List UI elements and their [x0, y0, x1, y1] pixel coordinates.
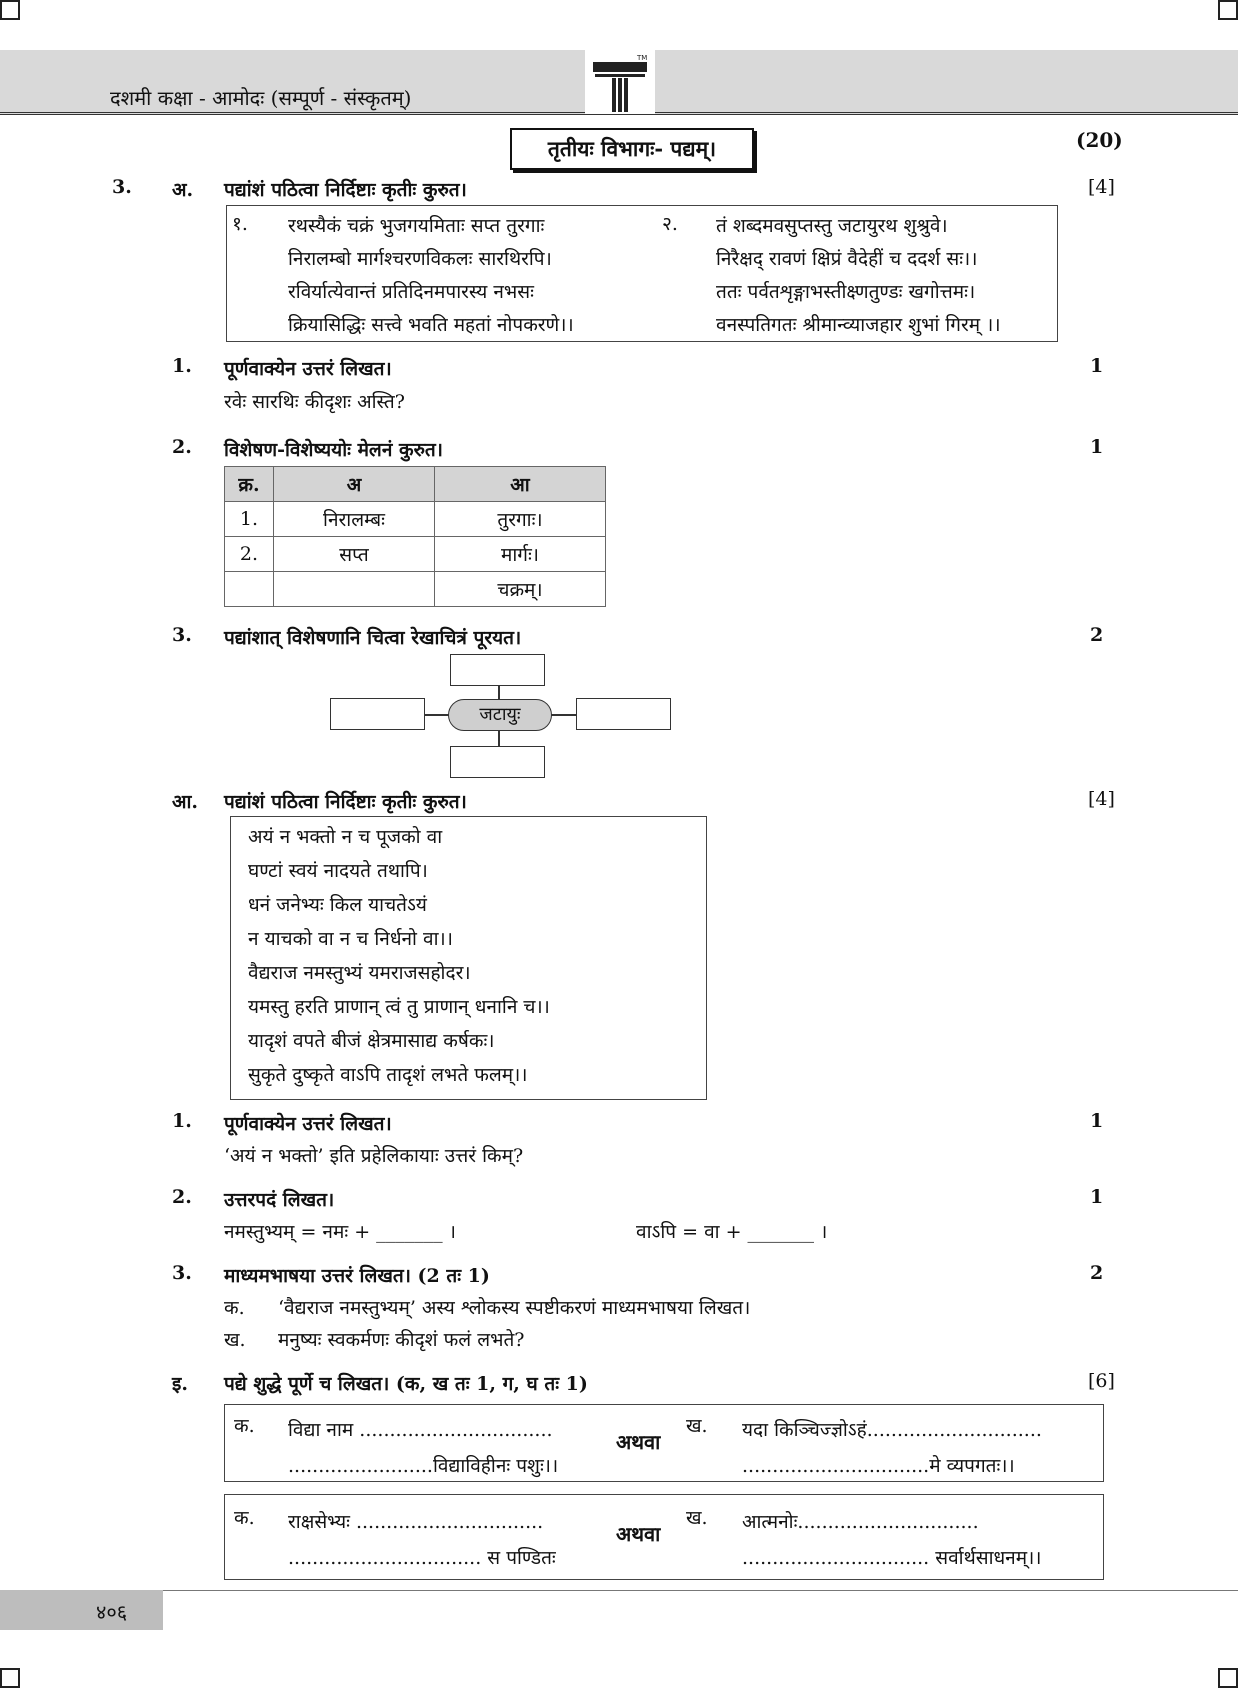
fill-blank: वाऽपि = वा + _______ । — [636, 1221, 828, 1243]
item-title: पूर्णवाक्येन उत्तरं लिखत। — [224, 1113, 392, 1135]
answer-box[interactable] — [450, 746, 545, 778]
table-cell: तुरगाः। — [435, 502, 606, 537]
item-question: ‘अयं न भक्तो’ इति प्रहेलिकायाः उत्तरं किम्? — [224, 1145, 524, 1167]
marks: [4] — [1088, 176, 1115, 198]
item-title: पूर्णवाक्येन उत्तरं लिखत। — [224, 358, 392, 380]
trademark: TM — [637, 54, 648, 62]
item-number: 3. — [172, 624, 192, 646]
table-row — [225, 537, 606, 572]
crop-mark — [0, 0, 20, 20]
sub-label: आ. — [172, 791, 199, 813]
verse-lines — [248, 820, 550, 1092]
verse-fill-line: यदा किञ्चिज्ज्ञोऽहं............................. — [742, 1419, 1042, 1441]
table-cell: निरालम्बः — [274, 502, 435, 537]
option-label: ख. — [224, 1329, 246, 1351]
crop-mark — [1218, 1668, 1238, 1688]
table-row — [225, 502, 606, 537]
verse-line: अयं न भक्तो न च पूजको वा — [248, 826, 443, 848]
verse-fill-line: ...............................मे व्यपगतः।। — [742, 1455, 1015, 1477]
item-number: 2. — [172, 1186, 192, 1208]
table-cell: 1. — [225, 502, 274, 537]
verse-line: वैद्यराज नमस्तुभ्यं यमराजसहोदर। — [248, 962, 471, 984]
option-label: क. — [224, 1297, 245, 1319]
verse-fill-line: विद्या नाम ................................ — [288, 1419, 553, 1441]
page-number: ४०६ — [96, 1600, 128, 1624]
fill-blank: नमस्तुभ्यम् = नमः + _______ । — [224, 1221, 456, 1243]
crop-mark — [0, 1668, 20, 1688]
publisher-logo — [585, 48, 655, 114]
item-marks: 2 — [1090, 1262, 1104, 1284]
option-lines — [742, 1504, 1042, 1576]
footer-rule — [0, 1590, 1238, 1591]
verse-number: १. — [232, 213, 248, 235]
item-number: 1. — [172, 1110, 192, 1132]
item-marks: 1 — [1090, 1110, 1104, 1132]
item-marks: 2 — [1090, 624, 1104, 646]
item-title: विशेषण-विशेष्ययोः मेलनं कुरुत। — [224, 439, 443, 461]
item-marks: 1 — [1090, 436, 1104, 458]
instruction: पद्यांशं पठित्वा निर्दिष्टाः कृतीः कुरुत। — [224, 791, 467, 813]
verse-line: रथस्यैकं चक्रं भुजगयमिताः सप्त तुरगाः — [288, 215, 545, 237]
verse-line: सुकृते दुष्कृते वाऽपि तादृशं लभते फलम्।। — [248, 1064, 528, 1086]
verse-number: २. — [662, 213, 678, 235]
sub-label: अ. — [172, 179, 194, 201]
table-header: आ — [435, 467, 606, 502]
item-marks: 1 — [1090, 355, 1104, 377]
table-row — [225, 572, 606, 607]
verse-line: तं शब्दमवसुप्तस्तु जटायुरथ शुश्रुवे। — [716, 215, 948, 237]
option-label: क. — [234, 1507, 255, 1529]
option-text: मनुष्यः स्वकर्मणः कीदृशं फलं लभते? — [278, 1329, 525, 1351]
verse-fill-line: ................................ स पण्डितः — [288, 1547, 556, 1569]
option-text: ‘वैद्यराज नमस्तुभ्यम्’ अस्य श्लोकस्य स्पष्टीकरणं माध्यमभाषया लिखत। — [278, 1297, 751, 1319]
verse-line: ततः पर्वतशृङ्गाभस्तीक्ष्णतुण्डः खगोत्तमः। — [716, 281, 976, 303]
item-title: उत्तरपदं लिखत। — [224, 1189, 335, 1211]
option-label: ख. — [686, 1415, 708, 1437]
item-title: पद्यांशात् विशेषणानि चित्वा रेखाचित्रं पूरयत। — [224, 627, 522, 649]
verse-fill-line: ............................... सर्वार्थसाधनम्।। — [742, 1547, 1042, 1569]
answer-box[interactable] — [450, 654, 545, 686]
table-cell: 2. — [225, 537, 274, 572]
verse-fill-line: ........................विद्याविहीनः पशुः।। — [288, 1455, 559, 1477]
option-lines — [742, 1412, 1042, 1484]
section-title: तृतीयः विभागः- पद्यम्। — [510, 128, 754, 170]
marks: [4] — [1088, 788, 1115, 810]
verse-2 — [716, 210, 1001, 342]
item-question: रवेः सारथिः कीदृशः अस्ति? — [224, 391, 405, 413]
verse-fill-line: आत्मनोः.............................. — [742, 1511, 979, 1533]
option-lines — [288, 1412, 558, 1484]
table-cell: चक्रम्। — [435, 572, 606, 607]
verse-line: धनं जनेभ्यः किल याचतेऽयं — [248, 894, 427, 916]
instruction: पद्ये शुद्धे पूर्णे च लिखत। (क, ख तः 1, ग, घ तः 1) — [224, 1373, 588, 1395]
verse-line: न याचको वा न च निर्धनो वा।। — [248, 928, 453, 950]
crop-mark — [1218, 0, 1238, 20]
option-label: क. — [234, 1415, 255, 1437]
verse-line: यमस्तु हरति प्राणान् त्वं तु प्राणान् धनानि च।। — [248, 996, 550, 1018]
table-header: क्र. — [225, 467, 274, 502]
diagram-center: जटायुः — [448, 699, 552, 731]
or-label: अथवा — [616, 1522, 661, 1546]
table-header: अ — [274, 467, 435, 502]
item-marks: 1 — [1090, 1186, 1104, 1208]
match-table — [224, 466, 606, 607]
option-label: ख. — [686, 1507, 708, 1529]
question-number: 3. — [112, 176, 132, 198]
verse-fill-line: राक्षसेभ्यः ............................... — [288, 1511, 544, 1533]
table-cell: मार्गः। — [435, 537, 606, 572]
or-label: अथवा — [616, 1430, 661, 1454]
instruction: पद्यांशं पठित्वा निर्दिष्टाः कृतीः कुरुत। — [224, 179, 467, 201]
table-cell — [225, 572, 274, 607]
verse-line: यादृशं वपते बीजं क्षेत्रमासाद्य कर्षकः। — [248, 1030, 495, 1052]
table-cell: सप्त — [274, 537, 435, 572]
answer-box[interactable] — [330, 698, 425, 730]
item-number: 2. — [172, 436, 192, 458]
verse-line: रविर्यात्येवान्तं प्रतिदिनमपारस्य नभसः — [288, 281, 534, 303]
verse-line: क्रियासिद्धिः सत्त्वे भवति महतां नोपकरणे।। — [288, 314, 574, 336]
verse-line: घण्टां स्वयं नादयते तथापि। — [248, 860, 428, 882]
table-cell — [274, 572, 435, 607]
verse-line: निरैक्षद् रावणं क्षिप्रं वैदेहीं च ददर्श सः।। — [716, 248, 978, 270]
verse-line: निरालम्बो मार्गश्चरणविकलः सारथिरपि। — [288, 248, 552, 270]
page-title: दशमी कक्षा - आमोदः (सम्पूर्ण - संस्कृतम्) — [110, 86, 412, 110]
item-number: 1. — [172, 355, 192, 377]
sub-label: इ. — [172, 1373, 188, 1395]
section-marks: (20) — [1076, 128, 1123, 152]
verse-line: वनस्पतिगतः श्रीमान्व्याजहार शुभां गिरम् ।। — [716, 314, 1001, 336]
option-lines — [288, 1504, 556, 1576]
answer-box[interactable] — [576, 698, 671, 730]
verse-1 — [288, 210, 574, 342]
item-number: 3. — [172, 1262, 192, 1284]
item-title: माध्यमभाषया उत्तरं लिखत। (2 तः 1) — [224, 1265, 490, 1287]
footer-bar — [0, 1590, 163, 1630]
marks: [6] — [1088, 1370, 1115, 1392]
